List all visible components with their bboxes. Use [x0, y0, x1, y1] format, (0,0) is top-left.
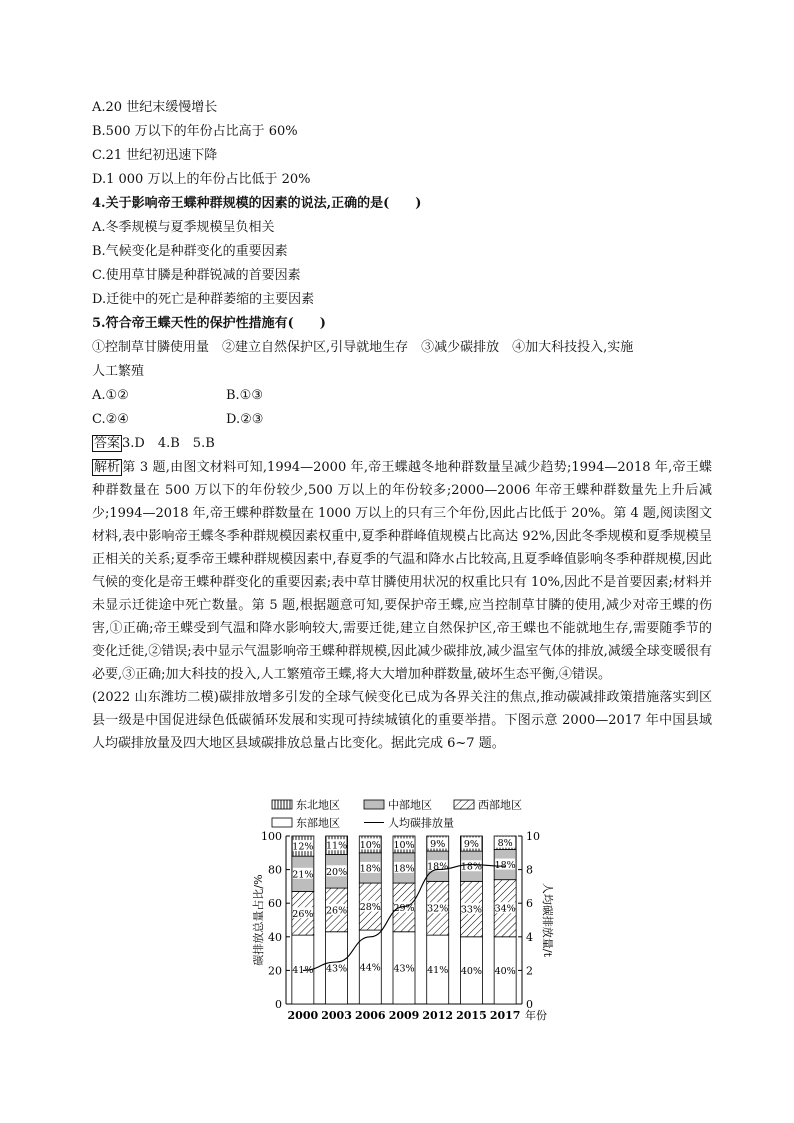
bar-value-label: 18% — [427, 861, 449, 873]
bar-value-label: 40% — [460, 965, 482, 977]
x-tick-label: 2017 — [489, 1009, 521, 1022]
bar-value-label: 10% — [393, 839, 415, 851]
q5-option-c: C.②④ — [92, 412, 129, 427]
x-tick-label: 2000 — [287, 1009, 319, 1022]
bar-value-label: 21% — [292, 869, 314, 881]
q5-option-b: B.①③ — [226, 388, 263, 403]
bar-value-label: 18% — [359, 863, 381, 875]
left-tick-label: 80 — [268, 863, 282, 877]
analysis-paragraph — [92, 456, 712, 686]
carbon-chart-svg — [238, 790, 568, 1030]
document-page — [92, 96, 712, 755]
bar-value-label: 43% — [326, 963, 348, 975]
bar-value-label: 41% — [292, 965, 314, 977]
q3-option-a: A.20 世纪末缓慢增长 — [92, 100, 218, 115]
legend-swatch — [272, 800, 292, 809]
bar-value-label: 33% — [460, 904, 482, 916]
q5-options-row1 — [92, 384, 712, 408]
x-tick-label: 2006 — [354, 1009, 386, 1022]
x-axis-title: 年份 — [525, 1009, 547, 1022]
q4-option-b: B.气候变化是种群变化的重要因素 — [92, 244, 288, 259]
bar-value-label: 41% — [427, 965, 449, 977]
legend-label: 中部地区 — [388, 798, 432, 812]
bar-value-label: 11% — [326, 840, 348, 852]
legend-label: 东部地区 — [296, 816, 340, 830]
left-tick-label: 20 — [268, 964, 282, 978]
left-tick-label: 60 — [268, 897, 282, 911]
bar-value-label: 44% — [359, 962, 381, 974]
x-tick-label: 2009 — [388, 1009, 420, 1022]
x-tick-label: 2015 — [456, 1009, 487, 1022]
intro-paragraph: (2022 山东潍坊二模)碳排放增多引发的全球气候变化已成为各界关注的焦点,推动碳减排政策措施落实到区县一级是中国促进绿色低碳循环发展和实现可持续城镇化的重要举措。下图示意 2000—2017 年中国县域人均碳排放量及四大地区县域碳排放总量占比变化。据此完成 6~7 题。 — [92, 690, 712, 751]
q3-option-d: D.1 000 万以上的年份占比低于 20% — [92, 172, 311, 187]
answer-line — [92, 432, 712, 456]
analysis-tag: 解析 — [94, 460, 121, 475]
right-tick-label: 0 — [526, 998, 533, 1011]
bar-value-label: 26% — [292, 908, 314, 920]
q5-items-line2: 人工繁殖 — [92, 364, 145, 379]
left-axis-title: 碳排放总量占比/% — [252, 874, 265, 966]
bar-value-label: 10% — [359, 839, 381, 851]
analysis-text: 第 3 题,由图文材料可知,1994—2000 年,帝王蝶越冬地种群数量呈减少趋势;1994—2018 年,帝王蝶种群数量在 500 万以下的年份较少,500 万以上的年份较多;2000—2006 年帝王蝶种群数量先上升后减少;1994—2018 年,帝王蝶种群数量在 1000 万以上的只有三个年份,因此占比低于 20%。第 4 题,阅读图文材料,表中影响帝王蝶冬季种群规模因素权重中,夏季种群峰值规模占比高达 92%,因此冬季规模和夏季规模呈正相关的关系;夏季帝王蝶种群规模因素中,春夏季的气温和降水占比较高,且夏季峰值影响冬季种群规模,因此气候的变化是帝王蝶种群变化的重要因素;表中草甘膦使用状况的权重比只有 10%,因此不是首要因素;材料并未显示迁徙途中死亡数量。第 5 题,根据题意可知,要保护帝王蝶,应当控制草甘膦的使用,减少对帝王蝶的伤害,①正确;帝王蝶受到气温和降水影响较大,需要迁徙,建立自然保护区,帝王蝶也不能就地生存,需要随季节的变化迁徙,②错误;表中显示气温影响帝王蝶种群规模,因此减少碳排放,减少温室气体的排放,减缓全球变暖很有必要,③正确;加大科技的投入,人工繁殖帝王蝶,将大大增加种群数量,破坏生态平衡,④错误。 — [92, 460, 712, 682]
bar-value-label: 43% — [393, 963, 415, 975]
left-tick-label: 0 — [275, 998, 282, 1011]
q4-option-c: C.使用草甘膦是种群锐减的首要因素 — [92, 268, 301, 283]
bar-value-label: 40% — [494, 965, 516, 977]
bar-value-label: 26% — [326, 905, 348, 917]
legend-swatch — [272, 818, 292, 827]
legend-swatch — [364, 800, 384, 809]
bar-value-label: 28% — [359, 902, 381, 914]
q4-option-d: D.迁徙中的死亡是种群萎缩的主要因素 — [92, 292, 315, 307]
bar-value-label: 18% — [393, 863, 415, 875]
carbon-chart — [238, 790, 568, 1030]
bar-value-label: 9% — [430, 839, 446, 851]
right-tick-label: 10 — [526, 830, 540, 843]
right-tick-label: 4 — [526, 930, 533, 944]
q4-stem: 4.关于影响帝王蝶种群规模的因素的说法,正确的是( ) — [92, 196, 422, 211]
answer-tag: 答案 — [94, 436, 121, 451]
q5-items-line1: ①控制草甘膦使用量 ②建立自然保护区,引导就地生存 ③减少碳排放 ④加大科技投入,实施 — [92, 340, 634, 355]
legend-swatch — [454, 800, 474, 809]
q3-option-b: B.500 万以下的年份占比高于 60% — [92, 124, 298, 139]
q5-stem: 5.符合帝王蝶天性的保护性措施有( ) — [92, 316, 326, 331]
right-tick-label: 6 — [526, 897, 533, 911]
q5-option-d: D.②③ — [226, 412, 264, 427]
left-tick-label: 100 — [261, 830, 282, 843]
q5-option-a: A.①② — [92, 388, 129, 403]
legend-label: 人均碳排放量 — [388, 816, 454, 830]
x-tick-label: 2003 — [321, 1009, 352, 1022]
left-tick-label: 40 — [268, 930, 282, 944]
right-axis-title: 人均碳排放量/t — [541, 882, 554, 958]
bar-value-label: 20% — [326, 866, 348, 878]
right-tick-label: 2 — [526, 964, 533, 978]
x-tick-label: 2012 — [422, 1009, 454, 1022]
bar-value-label: 18% — [460, 861, 482, 873]
bar-value-label: 8% — [497, 838, 513, 850]
answer-text: 3.D 4.B 5.B — [122, 436, 215, 451]
bar-value-label: 29% — [393, 902, 415, 914]
legend-label: 东北地区 — [296, 798, 340, 812]
q4-option-a: A.冬季规模与夏季规模呈负相关 — [92, 220, 275, 235]
legend-label: 西部地区 — [478, 798, 522, 812]
bar-value-label: 12% — [292, 841, 314, 853]
right-tick-label: 8 — [526, 863, 533, 877]
q3-option-c: C.21 世纪初迅速下降 — [92, 148, 218, 163]
bar-value-label: 9% — [463, 839, 479, 851]
q5-options-row2 — [92, 408, 712, 432]
bar-value-label: 34% — [494, 903, 516, 915]
bar-value-label: 18% — [494, 860, 516, 872]
bar-value-label: 32% — [427, 903, 449, 915]
